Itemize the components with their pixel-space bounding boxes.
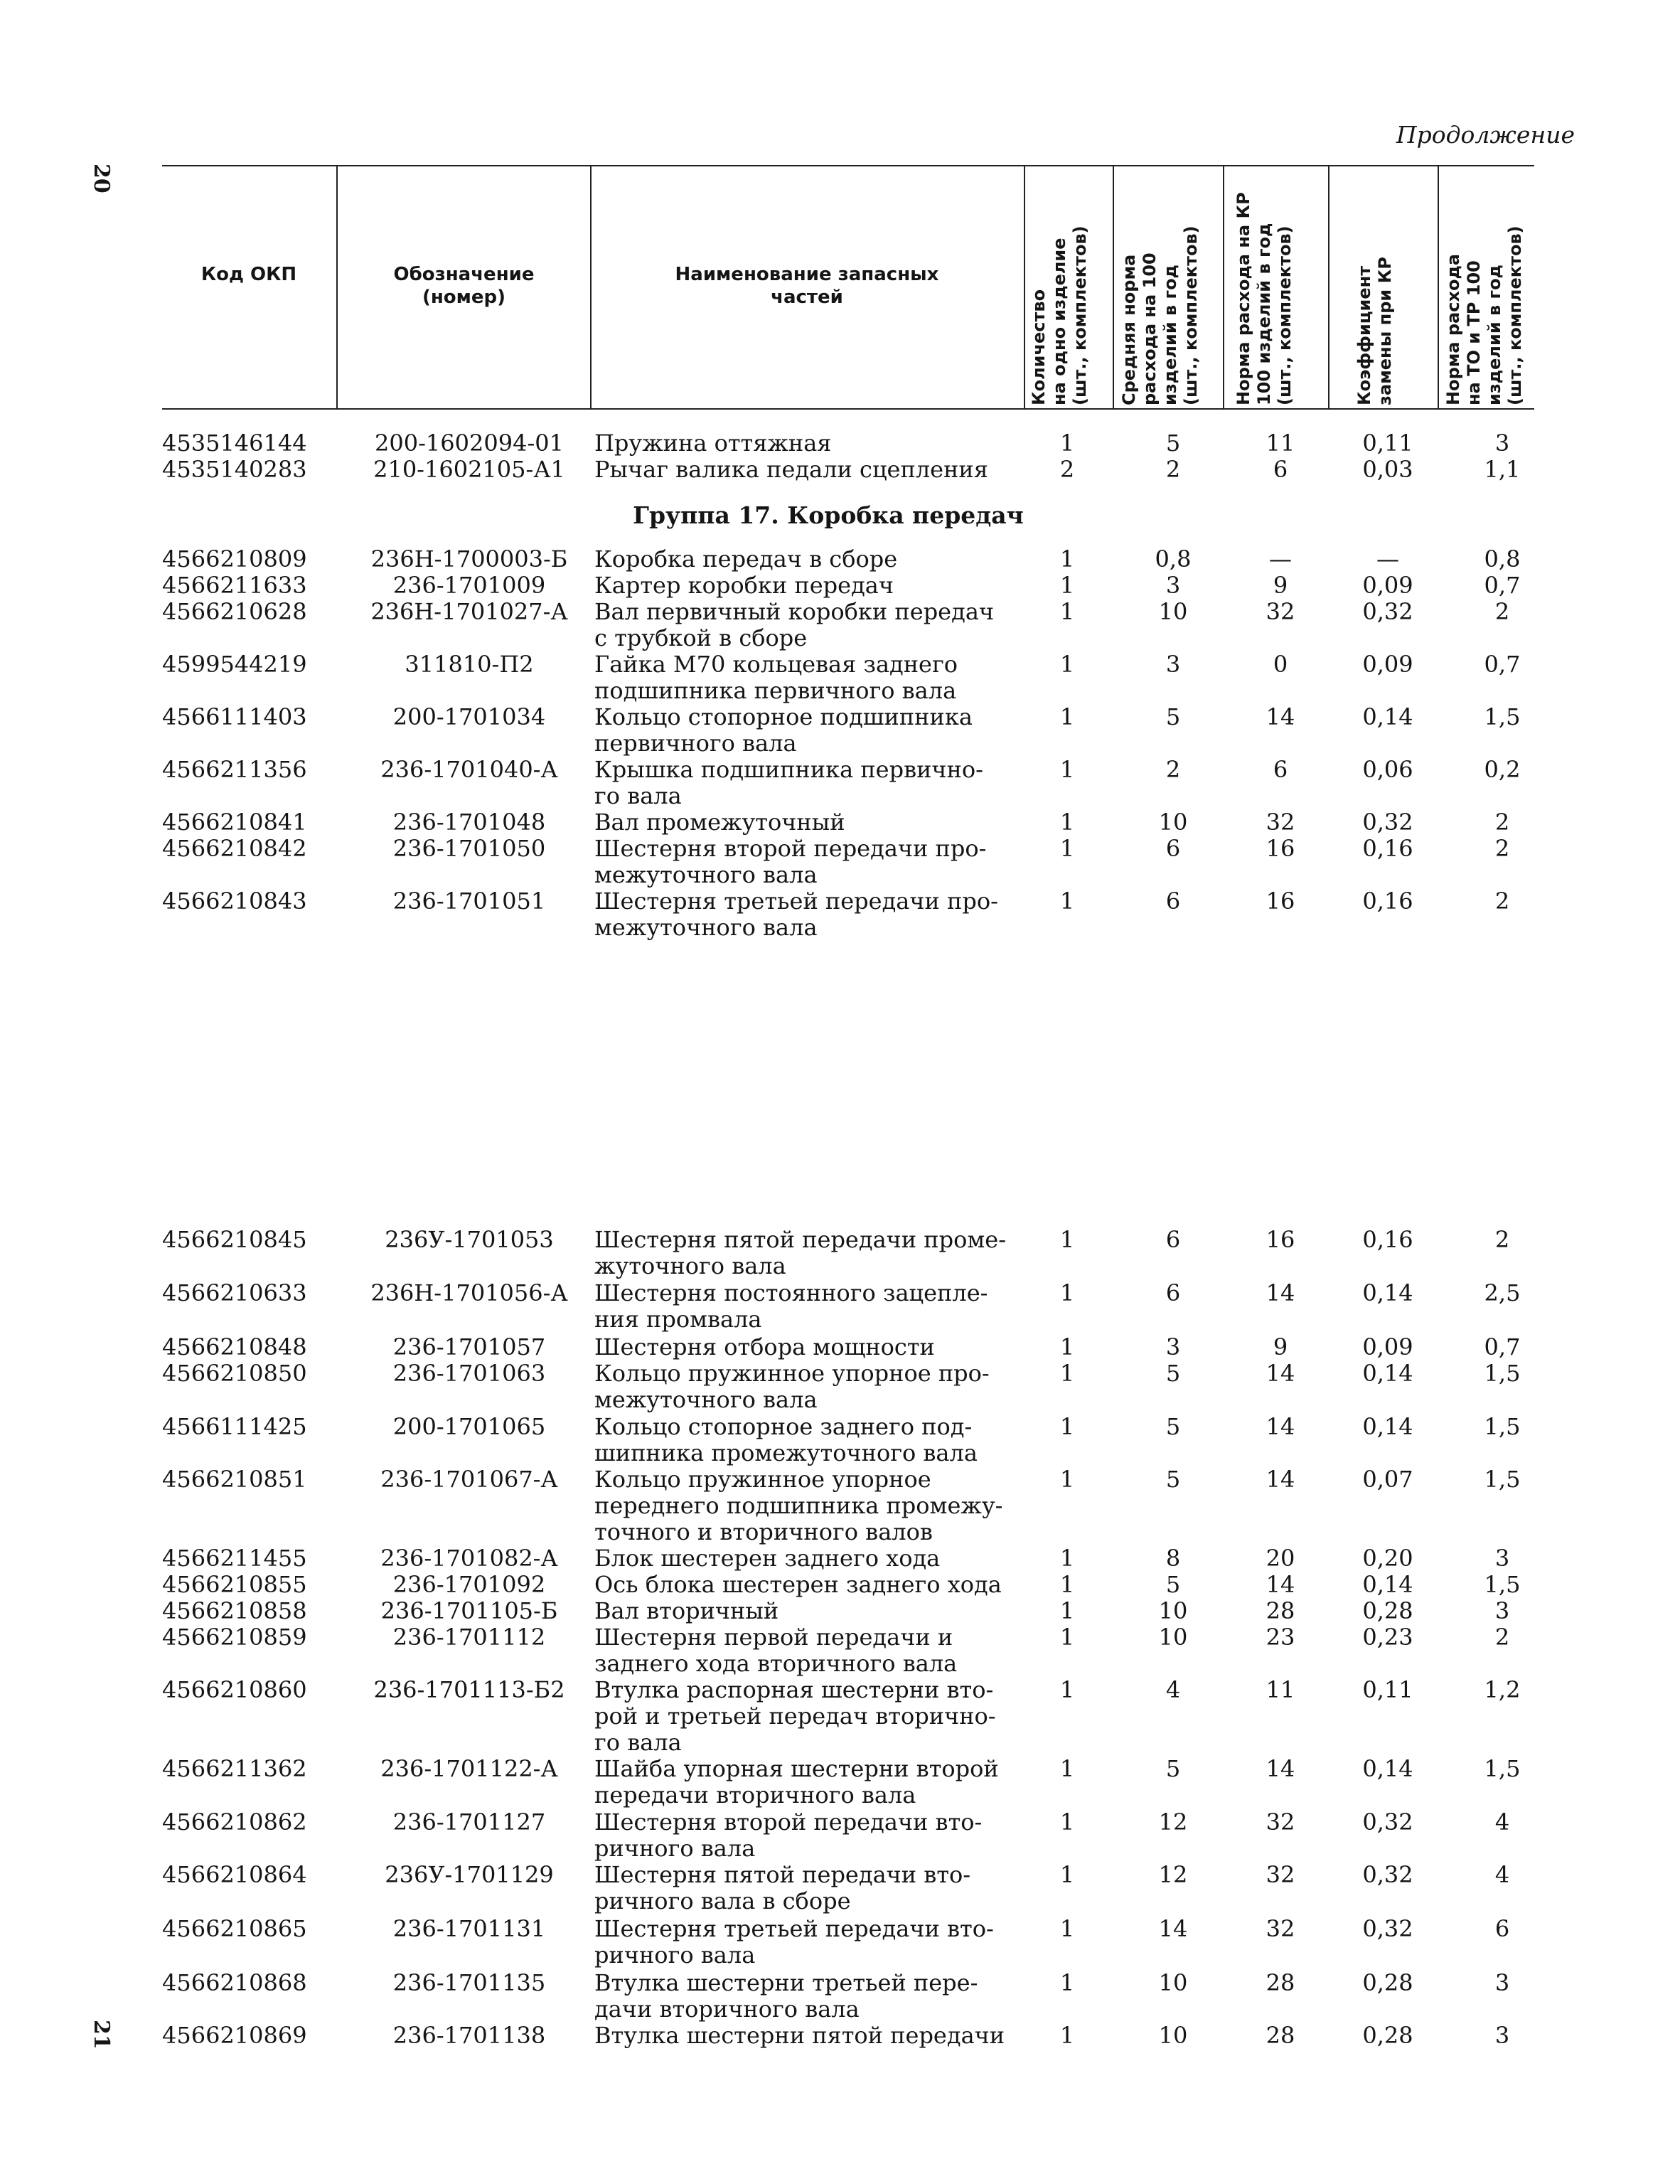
kr-norm-cell: 14 xyxy=(1266,1571,1295,1598)
to-tr-norm-cell: 1,5 xyxy=(1484,1360,1521,1387)
kr-norm-cell: 20 xyxy=(1266,1545,1295,1572)
to-tr-norm-cell: 2 xyxy=(1494,835,1510,862)
header-kr-norm: Норма расхода на КР 100 изделий в год (шт., комплектов) xyxy=(1234,192,1295,405)
qty-per-item-cell: 1 xyxy=(1059,1861,1075,1888)
avg-norm-cell: 6 xyxy=(1165,1226,1181,1253)
designation-cell: 236-1701122-А xyxy=(380,1755,558,1782)
designation-cell: 236-1701092 xyxy=(392,1571,546,1598)
avg-norm-cell: 12 xyxy=(1158,1809,1188,1836)
kr-norm-cell: 32 xyxy=(1266,1915,1295,1942)
okp-code-cell: 4566210845 xyxy=(162,1226,307,1253)
part-name-cell: Шестерня постоянного зацепле- ния промвала xyxy=(594,1279,988,1333)
header-to-tr-norm: Норма расхода на ТО и ТР 100 изделий в год (шт., комплектов) xyxy=(1443,225,1525,405)
okp-code-cell: 4566210851 xyxy=(162,1466,307,1493)
part-name-cell: Крышка подшипника первично- го вала xyxy=(594,756,983,809)
kr-coef-cell: — xyxy=(1376,545,1399,572)
avg-norm-cell: 6 xyxy=(1165,888,1181,915)
kr-coef-cell: 0,23 xyxy=(1362,1624,1413,1651)
part-name-cell: Блок шестерен заднего хода xyxy=(594,1545,941,1572)
avg-norm-cell: 3 xyxy=(1165,1333,1181,1360)
part-name-cell: Шестерня пятой передачи проме- жуточного вала xyxy=(594,1226,1007,1279)
qty-per-item-cell: 1 xyxy=(1059,1413,1075,1440)
part-name-cell: Шестерня второй передачи про- межуточного вала xyxy=(594,835,987,888)
kr-coef-cell: 0,14 xyxy=(1362,1755,1413,1782)
part-name-cell: Пружина оттяжная xyxy=(594,430,832,457)
kr-coef-cell: 0,28 xyxy=(1362,2022,1413,2049)
header-divider xyxy=(1328,165,1329,410)
part-name-cell: Втулка шестерни пятой передачи xyxy=(594,2022,1005,2049)
qty-per-item-cell: 1 xyxy=(1059,1624,1075,1651)
designation-cell: 236-1701051 xyxy=(392,888,546,915)
to-tr-norm-cell: 3 xyxy=(1494,2022,1510,2049)
to-tr-norm-cell: 2 xyxy=(1494,598,1510,625)
to-tr-norm-cell: 1,5 xyxy=(1484,1571,1521,1598)
designation-cell: 236-1701040-А xyxy=(380,756,558,783)
kr-norm-cell: — xyxy=(1269,545,1292,572)
header-divider xyxy=(1223,165,1224,410)
part-name-cell: Кольцо пружинное упорное про- межуточного вала xyxy=(594,1360,990,1413)
kr-coef-cell: 0,32 xyxy=(1362,1809,1413,1836)
part-name-cell: Втулка шестерни третьей пере- дачи вторичного вала xyxy=(594,1969,978,2023)
okp-code-cell: 4566210869 xyxy=(162,2022,307,2049)
group-heading: Группа 17. Коробка передач xyxy=(633,501,1024,529)
part-name-cell: Втулка распорная шестерни вто- рой и третьей передач вторично- го вала xyxy=(594,1676,996,1756)
part-name-cell: Шестерня отбора мощности xyxy=(594,1333,935,1360)
kr-norm-cell: 9 xyxy=(1273,1333,1288,1360)
avg-norm-cell: 5 xyxy=(1165,1571,1181,1598)
kr-coef-cell: 0,32 xyxy=(1362,809,1413,836)
avg-norm-cell: 6 xyxy=(1165,835,1181,862)
to-tr-norm-cell: 2 xyxy=(1494,809,1510,836)
qty-per-item-cell: 1 xyxy=(1059,1571,1075,1598)
kr-coef-cell: 0,28 xyxy=(1362,1597,1413,1624)
kr-norm-cell: 14 xyxy=(1266,1466,1295,1493)
qty-per-item-cell: 1 xyxy=(1059,651,1075,678)
okp-code-cell: 4566210809 xyxy=(162,545,307,572)
header-divider xyxy=(1024,165,1025,410)
kr-coef-cell: 0,16 xyxy=(1362,1226,1413,1253)
to-tr-norm-cell: 2 xyxy=(1494,1226,1510,1253)
okp-code-cell: 4566210843 xyxy=(162,888,307,915)
kr-norm-cell: 28 xyxy=(1266,1597,1295,1624)
page-number-bottom: 21 xyxy=(89,2020,114,2050)
designation-cell: 236-1701113-Б2 xyxy=(373,1676,565,1703)
kr-coef-cell: 0,16 xyxy=(1362,888,1413,915)
qty-per-item-cell: 1 xyxy=(1059,1915,1075,1942)
kr-norm-cell: 28 xyxy=(1266,1969,1295,1996)
avg-norm-cell: 2 xyxy=(1165,456,1181,483)
kr-coef-cell: 0,06 xyxy=(1362,756,1413,783)
okp-code-cell: 4566211356 xyxy=(162,756,307,783)
designation-cell: 236-1701063 xyxy=(392,1360,546,1387)
header-divider xyxy=(1438,165,1439,410)
to-tr-norm-cell: 2,5 xyxy=(1484,1279,1521,1306)
avg-norm-cell: 4 xyxy=(1165,1676,1181,1703)
header-kr-coef: Коэффициент замены при КР xyxy=(1354,257,1395,405)
to-tr-norm-cell: 2 xyxy=(1494,1624,1510,1651)
okp-code-cell: 4566210628 xyxy=(162,598,307,625)
continuation-label: Продолжение xyxy=(1396,121,1575,149)
part-name-cell: Шайба упорная шестерни второй передачи вторичного вала xyxy=(594,1755,999,1809)
to-tr-norm-cell: 6 xyxy=(1494,1915,1510,1942)
designation-cell: 236Н-1700003-Б xyxy=(370,545,568,572)
header-code: Код ОКП xyxy=(200,264,297,285)
kr-norm-cell: 16 xyxy=(1266,888,1295,915)
avg-norm-cell: 3 xyxy=(1165,651,1181,678)
kr-coef-cell: 0,20 xyxy=(1362,1545,1413,1572)
okp-code-cell: 4535140283 xyxy=(162,456,307,483)
okp-code-cell: 4566211362 xyxy=(162,1755,307,1782)
designation-cell: 236-1701067-А xyxy=(380,1466,558,1493)
qty-per-item-cell: 1 xyxy=(1059,809,1075,836)
qty-per-item-cell: 1 xyxy=(1059,1597,1075,1624)
kr-coef-cell: 0,09 xyxy=(1362,572,1413,599)
avg-norm-cell: 6 xyxy=(1165,1279,1181,1306)
kr-norm-cell: 6 xyxy=(1273,456,1288,483)
avg-norm-cell: 10 xyxy=(1158,809,1188,836)
qty-per-item-cell: 1 xyxy=(1059,1755,1075,1782)
to-tr-norm-cell: 3 xyxy=(1494,430,1510,457)
header-divider xyxy=(590,165,592,410)
kr-coef-cell: 0,11 xyxy=(1362,430,1413,457)
qty-per-item-cell: 1 xyxy=(1059,2022,1075,2049)
designation-cell: 236-1701138 xyxy=(392,2022,546,2049)
to-tr-norm-cell: 0,7 xyxy=(1484,572,1521,599)
kr-coef-cell: 0,32 xyxy=(1362,598,1413,625)
okp-code-cell: 4566111425 xyxy=(162,1413,307,1440)
part-name-cell: Кольцо стопорное заднего под- шипника промежуточного вала xyxy=(594,1413,978,1466)
kr-coef-cell: 0,14 xyxy=(1362,1413,1413,1440)
to-tr-norm-cell: 0,7 xyxy=(1484,1333,1521,1360)
qty-per-item-cell: 1 xyxy=(1059,1545,1075,1572)
part-name-cell: Шестерня третьей передачи про- межуточного вала xyxy=(594,888,998,941)
okp-code-cell: 4566210848 xyxy=(162,1333,307,1360)
kr-norm-cell: 9 xyxy=(1273,572,1288,599)
designation-cell: 200-1701034 xyxy=(392,703,546,730)
kr-norm-cell: 16 xyxy=(1266,1226,1295,1253)
page-number-top: 20 xyxy=(89,164,114,193)
avg-norm-cell: 5 xyxy=(1165,1755,1181,1782)
avg-norm-cell: 5 xyxy=(1165,1360,1181,1387)
part-name-cell: Вал первичный коробки передач с трубкой в сборе xyxy=(594,598,995,651)
part-name-cell: Рычаг валика педали сцепления xyxy=(594,456,988,483)
qty-per-item-cell: 1 xyxy=(1059,430,1075,457)
okp-code-cell: 4566211633 xyxy=(162,572,307,599)
kr-norm-cell: 14 xyxy=(1266,1360,1295,1387)
avg-norm-cell: 12 xyxy=(1158,1861,1188,1888)
designation-cell: 236-1701135 xyxy=(392,1969,546,1996)
part-name-cell: Гайка М70 кольцевая заднего подшипника первичного вала xyxy=(594,651,958,704)
qty-per-item-cell: 1 xyxy=(1059,1809,1075,1836)
kr-coef-cell: 0,14 xyxy=(1362,1571,1413,1598)
designation-cell: 236-1701050 xyxy=(392,835,546,862)
avg-norm-cell: 0,8 xyxy=(1155,545,1192,572)
qty-per-item-cell: 2 xyxy=(1059,456,1075,483)
to-tr-norm-cell: 1,2 xyxy=(1484,1676,1521,1703)
okp-code-cell: 4566210842 xyxy=(162,835,307,862)
kr-norm-cell: 0 xyxy=(1273,651,1288,678)
okp-code-cell: 4535146144 xyxy=(162,430,307,457)
avg-norm-cell: 5 xyxy=(1165,430,1181,457)
designation-cell: 236-1701048 xyxy=(392,809,546,836)
okp-code-cell: 4566210859 xyxy=(162,1624,307,1651)
to-tr-norm-cell: 1,5 xyxy=(1484,1755,1521,1782)
qty-per-item-cell: 1 xyxy=(1059,703,1075,730)
kr-norm-cell: 11 xyxy=(1266,1676,1295,1703)
part-name-cell: Вал промежуточный xyxy=(594,809,845,836)
avg-norm-cell: 10 xyxy=(1158,2022,1188,2049)
to-tr-norm-cell: 0,7 xyxy=(1484,651,1521,678)
qty-per-item-cell: 1 xyxy=(1059,756,1075,783)
okp-code-cell: 4566210864 xyxy=(162,1861,307,1888)
to-tr-norm-cell: 1,5 xyxy=(1484,703,1521,730)
to-tr-norm-cell: 1,1 xyxy=(1484,456,1521,483)
avg-norm-cell: 5 xyxy=(1165,1413,1181,1440)
okp-code-cell: 4599544219 xyxy=(162,651,307,678)
qty-per-item-cell: 1 xyxy=(1059,1226,1075,1253)
avg-norm-cell: 2 xyxy=(1165,756,1181,783)
kr-norm-cell: 14 xyxy=(1266,1755,1295,1782)
to-tr-norm-cell: 0,2 xyxy=(1484,756,1521,783)
to-tr-norm-cell: 3 xyxy=(1494,1597,1510,1624)
designation-cell: 311810-П2 xyxy=(405,651,534,678)
kr-coef-cell: 0,03 xyxy=(1362,456,1413,483)
qty-per-item-cell: 1 xyxy=(1059,835,1075,862)
part-name-cell: Кольцо пружинное упорное переднего подшипника промежу- точного и вторичного валов xyxy=(594,1466,1003,1545)
part-name-cell: Коробка передач в сборе xyxy=(594,545,898,572)
qty-per-item-cell: 1 xyxy=(1059,1360,1075,1387)
kr-coef-cell: 0,14 xyxy=(1362,1360,1413,1387)
qty-per-item-cell: 1 xyxy=(1059,598,1075,625)
qty-per-item-cell: 1 xyxy=(1059,888,1075,915)
part-name-cell: Картер коробки передач xyxy=(594,572,894,599)
kr-norm-cell: 11 xyxy=(1266,430,1295,457)
okp-code-cell: 4566210633 xyxy=(162,1279,307,1306)
part-name-cell: Шестерня пятой передачи вто- ричного вала в сборе xyxy=(594,1861,971,1914)
part-name-cell: Ось блока шестерен заднего хода xyxy=(594,1571,1002,1598)
kr-norm-cell: 14 xyxy=(1266,1413,1295,1440)
kr-norm-cell: 32 xyxy=(1266,809,1295,836)
to-tr-norm-cell: 4 xyxy=(1494,1861,1510,1888)
to-tr-norm-cell: 3 xyxy=(1494,1545,1510,1572)
avg-norm-cell: 10 xyxy=(1158,1624,1188,1651)
okp-code-cell: 4566210868 xyxy=(162,1969,307,1996)
designation-cell: 236-1701131 xyxy=(392,1915,546,1942)
designation-cell: 236-1701009 xyxy=(392,572,546,599)
designation-cell: 236-1701105-Б xyxy=(380,1597,558,1624)
header-name: Наименование запасных частей xyxy=(675,264,939,308)
kr-norm-cell: 6 xyxy=(1273,756,1288,783)
okp-code-cell: 4566210850 xyxy=(162,1360,307,1387)
designation-cell: 236У-1701129 xyxy=(385,1861,554,1888)
kr-norm-cell: 32 xyxy=(1266,598,1295,625)
designation-cell: 236-1701127 xyxy=(392,1809,546,1836)
avg-norm-cell: 5 xyxy=(1165,1466,1181,1493)
avg-norm-cell: 10 xyxy=(1158,1969,1188,1996)
kr-coef-cell: 0,14 xyxy=(1362,1279,1413,1306)
kr-norm-cell: 14 xyxy=(1266,1279,1295,1306)
kr-coef-cell: 0,07 xyxy=(1362,1466,1413,1493)
header-qty-per-item: Количество на одно изделие (шт., комплектов) xyxy=(1029,225,1090,405)
qty-per-item-cell: 1 xyxy=(1059,1466,1075,1493)
part-name-cell: Шестерня первой передачи и заднего хода вторичного вала xyxy=(594,1624,958,1677)
kr-norm-cell: 28 xyxy=(1266,2022,1295,2049)
part-name-cell: Шестерня третьей передачи вто- ричного вала xyxy=(594,1915,994,1969)
okp-code-cell: 4566210858 xyxy=(162,1597,307,1624)
kr-coef-cell: 0,32 xyxy=(1362,1915,1413,1942)
qty-per-item-cell: 1 xyxy=(1059,572,1075,599)
header-divider xyxy=(336,165,338,410)
header-divider xyxy=(1113,165,1114,410)
to-tr-norm-cell: 1,5 xyxy=(1484,1413,1521,1440)
designation-cell: 236-1701082-А xyxy=(380,1545,558,1572)
part-name-cell: Кольцо стопорное подшипника первичного вала xyxy=(594,703,973,757)
to-tr-norm-cell: 4 xyxy=(1494,1809,1510,1836)
okp-code-cell: 4566111403 xyxy=(162,703,307,730)
kr-coef-cell: 0,11 xyxy=(1362,1676,1413,1703)
qty-per-item-cell: 1 xyxy=(1059,1676,1075,1703)
kr-norm-cell: 16 xyxy=(1266,835,1295,862)
okp-code-cell: 4566210865 xyxy=(162,1915,307,1942)
qty-per-item-cell: 1 xyxy=(1059,545,1075,572)
avg-norm-cell: 3 xyxy=(1165,572,1181,599)
designation-cell: 200-1602094-01 xyxy=(375,430,564,457)
okp-code-cell: 4566210862 xyxy=(162,1809,307,1836)
kr-norm-cell: 23 xyxy=(1266,1624,1295,1651)
kr-coef-cell: 0,14 xyxy=(1362,703,1413,730)
to-tr-norm-cell: 3 xyxy=(1494,1969,1510,1996)
kr-coef-cell: 0,32 xyxy=(1362,1861,1413,1888)
qty-per-item-cell: 1 xyxy=(1059,1333,1075,1360)
designation-cell: 236У-1701053 xyxy=(385,1226,554,1253)
qty-per-item-cell: 1 xyxy=(1059,1279,1075,1306)
avg-norm-cell: 10 xyxy=(1158,1597,1188,1624)
kr-coef-cell: 0,16 xyxy=(1362,835,1413,862)
part-name-cell: Шестерня второй передачи вто- ричного вала xyxy=(594,1809,983,1862)
okp-code-cell: 4566210855 xyxy=(162,1571,307,1598)
kr-coef-cell: 0,09 xyxy=(1362,651,1413,678)
header-designation: Обозначение (номер) xyxy=(393,264,535,308)
designation-cell: 236Н-1701027-А xyxy=(370,598,568,625)
designation-cell: 236Н-1701056-А xyxy=(370,1279,568,1306)
avg-norm-cell: 8 xyxy=(1165,1545,1181,1572)
kr-coef-cell: 0,28 xyxy=(1362,1969,1413,1996)
to-tr-norm-cell: 1,5 xyxy=(1484,1466,1521,1493)
designation-cell: 236-1701057 xyxy=(392,1333,546,1360)
kr-norm-cell: 32 xyxy=(1266,1861,1295,1888)
designation-cell: 236-1701112 xyxy=(392,1624,546,1651)
part-name-cell: Вал вторичный xyxy=(594,1597,779,1624)
header-avg-norm: Средняя норма расхода на 100 изделий в год (шт., комплектов) xyxy=(1119,225,1201,405)
designation-cell: 200-1701065 xyxy=(392,1413,546,1440)
okp-code-cell: 4566211455 xyxy=(162,1545,307,1572)
avg-norm-cell: 14 xyxy=(1158,1915,1188,1942)
kr-coef-cell: 0,09 xyxy=(1362,1333,1413,1360)
kr-norm-cell: 14 xyxy=(1266,703,1295,730)
kr-norm-cell: 32 xyxy=(1266,1809,1295,1836)
to-tr-norm-cell: 0,8 xyxy=(1484,545,1521,572)
avg-norm-cell: 5 xyxy=(1165,703,1181,730)
avg-norm-cell: 10 xyxy=(1158,598,1188,625)
designation-cell: 210-1602105-А1 xyxy=(373,456,565,483)
to-tr-norm-cell: 2 xyxy=(1494,888,1510,915)
okp-code-cell: 4566210841 xyxy=(162,809,307,836)
qty-per-item-cell: 1 xyxy=(1059,1969,1075,1996)
okp-code-cell: 4566210860 xyxy=(162,1676,307,1703)
